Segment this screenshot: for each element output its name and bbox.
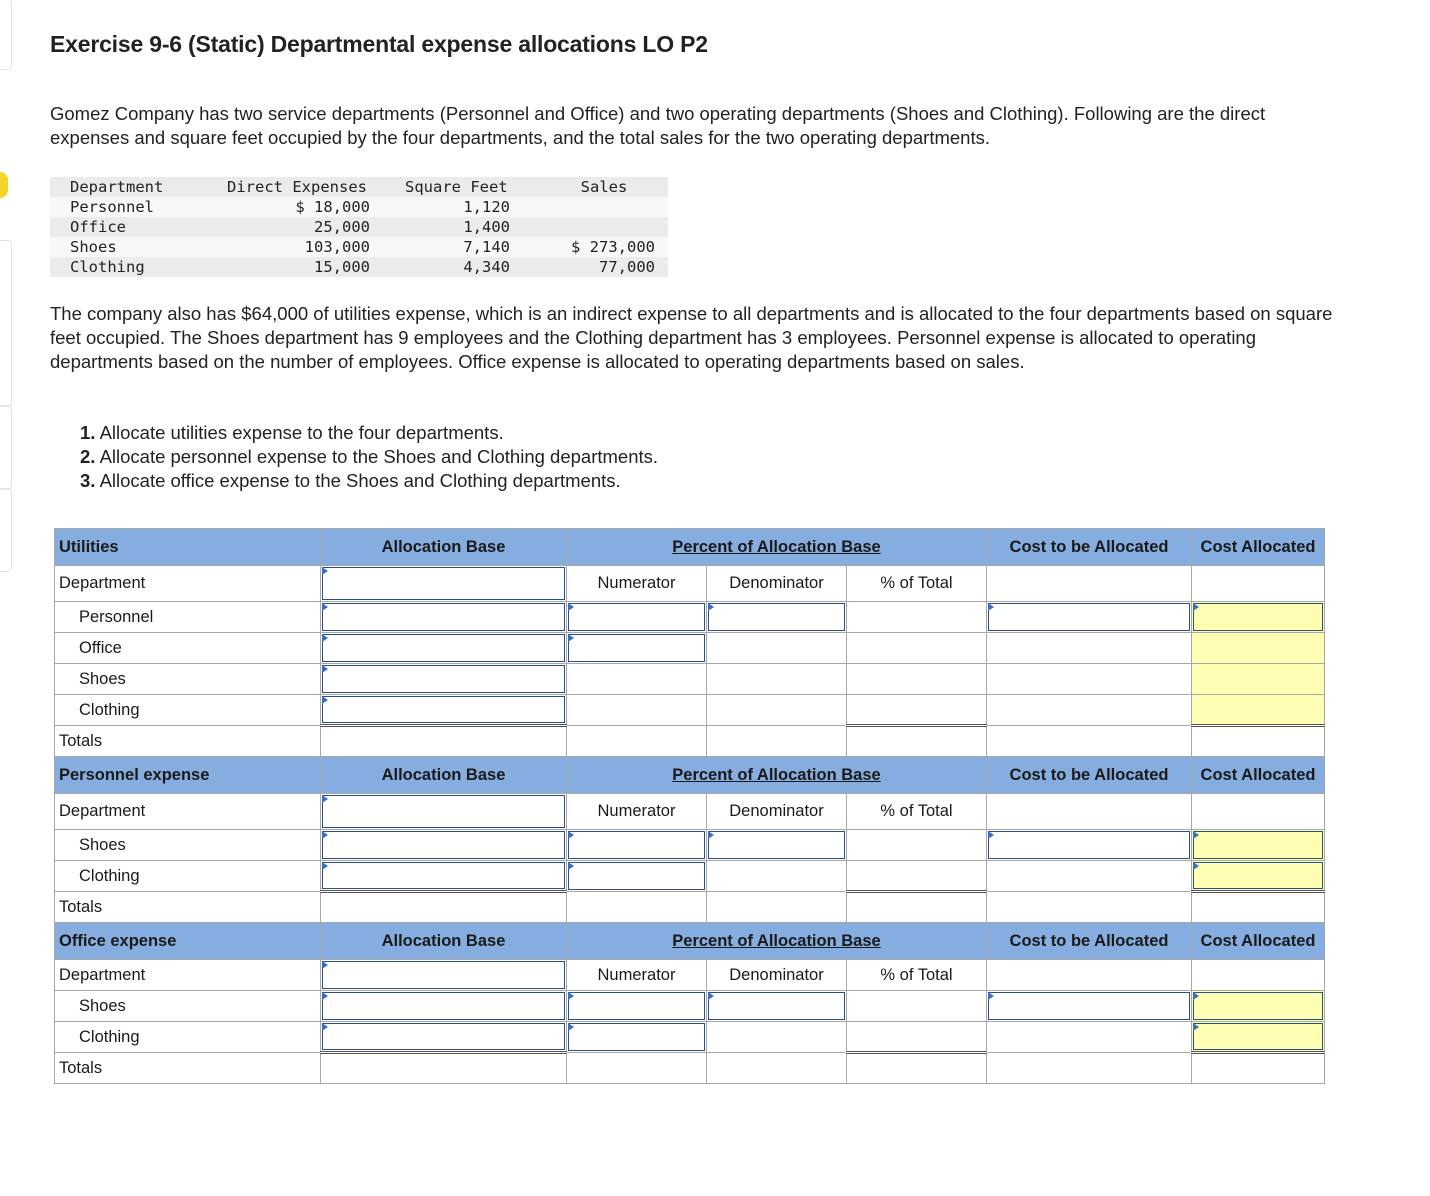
cell xyxy=(321,695,567,726)
cell xyxy=(1192,991,1325,1022)
personnel-clothing-numerator-input[interactable] xyxy=(568,862,705,890)
dept-cell: Personnel xyxy=(50,197,225,217)
cell xyxy=(987,695,1192,726)
personnel-row-shoes xyxy=(55,830,1325,861)
cell xyxy=(987,861,1192,892)
office-allocation-base-input[interactable] xyxy=(322,961,565,989)
cell xyxy=(567,991,707,1022)
utilities-office-cost-allocated[interactable] xyxy=(1192,633,1325,664)
utilities-personnel-cost-allocated-input[interactable] xyxy=(1193,603,1323,631)
cell xyxy=(567,1053,707,1084)
section-title-office: Office expense xyxy=(55,923,321,960)
cell xyxy=(321,960,567,991)
utilities-cost-to-allocate-input[interactable] xyxy=(988,603,1190,631)
office-cost-to-allocate-input[interactable] xyxy=(988,992,1190,1020)
cell xyxy=(987,991,1192,1022)
utilities-clothing-cost-allocated[interactable] xyxy=(1192,695,1325,726)
side-tab-1 xyxy=(0,0,12,70)
row-label: Shoes xyxy=(55,991,321,1022)
dept-cell: 15,000 xyxy=(225,257,405,277)
dept-cell: $ 18,000 xyxy=(225,197,405,217)
header-percent-of-allocation-base: Percent of Allocation Base xyxy=(567,923,987,960)
dept-row-office xyxy=(50,217,668,237)
side-tab-4 xyxy=(0,488,12,572)
cell xyxy=(847,664,987,695)
personnel-shoes-numerator-input[interactable] xyxy=(568,831,705,859)
header-cost-allocated: Cost Allocated xyxy=(1192,923,1325,960)
header-percent-of-allocation-base: Percent of Allocation Base xyxy=(567,529,987,566)
row-label: Office xyxy=(55,633,321,664)
intro-paragraph: Gomez Company has two service departments (Personnel and Office) and two operating departments (Shoes and Clothing). Following are the direct expenses and square feet occupied by the four departments, and the total sales for the two operating departments. xyxy=(50,103,1266,148)
dept-header-direct-expenses: Direct Expenses xyxy=(225,177,405,197)
cell xyxy=(1192,794,1325,830)
utilities-total-cost[interactable] xyxy=(1192,726,1325,757)
header-cost-to-be-allocated: Cost to be Allocated xyxy=(987,529,1192,566)
cell xyxy=(567,664,707,695)
denominator-label: Denominator xyxy=(707,794,847,830)
cell xyxy=(987,960,1192,991)
cell xyxy=(987,794,1192,830)
office-clothing-numerator-input[interactable] xyxy=(568,1023,705,1051)
cell xyxy=(987,726,1192,757)
cell xyxy=(847,830,987,861)
office-shoes-cost-allocated-input[interactable] xyxy=(1193,992,1323,1020)
cell xyxy=(707,991,847,1022)
cell xyxy=(1192,830,1325,861)
dept-table-header xyxy=(50,177,668,197)
dept-header-sales: Sales xyxy=(540,177,668,197)
personnel-department-row xyxy=(55,794,1325,830)
cell xyxy=(987,892,1192,923)
cell xyxy=(987,664,1192,695)
utilities-totals-row xyxy=(55,726,1325,757)
personnel-shoes-base-input[interactable] xyxy=(322,831,565,859)
office-header-row xyxy=(55,923,1325,960)
cell xyxy=(987,1022,1192,1053)
pct-total-label: % of Total xyxy=(847,566,987,602)
cell xyxy=(707,892,847,923)
cell xyxy=(1192,1022,1325,1053)
cell xyxy=(1192,861,1325,892)
pct-total-label: % of Total xyxy=(847,794,987,830)
dept-header-department: Department xyxy=(50,177,225,197)
utilities-denominator-input[interactable] xyxy=(708,603,845,631)
cell xyxy=(707,633,847,664)
cell xyxy=(321,991,567,1022)
dept-row-shoes xyxy=(50,237,668,257)
numerator-label: Numerator xyxy=(567,794,707,830)
row-label: Shoes xyxy=(55,830,321,861)
header-allocation-base: Allocation Base xyxy=(321,529,567,566)
header-cost-allocated: Cost Allocated xyxy=(1192,529,1325,566)
office-total-cost[interactable] xyxy=(1192,1053,1325,1084)
utilities-row-personnel xyxy=(55,602,1325,633)
office-clothing-base-input[interactable] xyxy=(322,1023,565,1050)
task-item: 3. Allocate office expense to the Shoes and Clothing departments. xyxy=(80,470,621,491)
denominator-label: Denominator xyxy=(707,566,847,602)
cell xyxy=(987,633,1192,664)
personnel-shoes-cost-allocated-input[interactable] xyxy=(1193,831,1323,859)
side-tab-3 xyxy=(0,405,12,490)
dept-cell xyxy=(540,197,668,217)
cell xyxy=(707,602,847,633)
department-label: Department xyxy=(55,566,321,602)
cell xyxy=(847,1022,987,1053)
utilities-total-pct[interactable] xyxy=(847,726,987,757)
cell xyxy=(321,830,567,861)
section-title-utilities: Utilities xyxy=(55,529,321,566)
side-tab-2 xyxy=(0,240,12,407)
utilities-allocation-base-input[interactable] xyxy=(322,567,565,600)
dept-row-clothing xyxy=(50,257,668,277)
cell xyxy=(987,1053,1192,1084)
cell xyxy=(567,695,707,726)
dept-cell: Office xyxy=(50,217,225,237)
dept-cell: 25,000 xyxy=(225,217,405,237)
cell xyxy=(567,726,707,757)
dept-cell: 103,000 xyxy=(225,237,405,257)
row-label: Clothing xyxy=(55,1022,321,1053)
personnel-total-pct[interactable] xyxy=(847,892,987,923)
cell xyxy=(707,1022,847,1053)
utilities-office-base-input[interactable] xyxy=(322,634,565,662)
utilities-personnel-numerator-input[interactable] xyxy=(568,603,705,631)
personnel-denominator-input[interactable] xyxy=(708,831,845,859)
office-total-pct[interactable] xyxy=(847,1053,987,1084)
utilities-row-shoes xyxy=(55,664,1325,695)
cell xyxy=(847,695,987,726)
cell xyxy=(847,991,987,1022)
personnel-cost-to-allocate-input[interactable] xyxy=(988,831,1190,859)
cell xyxy=(321,861,567,892)
cell xyxy=(567,1022,707,1053)
office-department-row xyxy=(55,960,1325,991)
header-cost-allocated: Cost Allocated xyxy=(1192,757,1325,794)
personnel-totals-row xyxy=(55,892,1325,923)
office-totals-row xyxy=(55,1053,1325,1084)
dept-header-square-feet: Square Feet xyxy=(405,177,540,197)
office-row-clothing xyxy=(55,1022,1325,1053)
cell xyxy=(987,830,1192,861)
row-label: Clothing xyxy=(55,861,321,892)
office-shoes-base-input[interactable] xyxy=(322,992,565,1020)
utilities-clothing-base-input[interactable] xyxy=(322,696,565,723)
cell xyxy=(707,830,847,861)
personnel-header-row xyxy=(55,757,1325,794)
cell xyxy=(707,664,847,695)
row-label: Clothing xyxy=(55,695,321,726)
cell xyxy=(567,633,707,664)
task-list xyxy=(80,421,658,493)
utilities-shoes-base-input[interactable] xyxy=(322,665,565,693)
dept-cell: 7,140 xyxy=(405,237,540,257)
cell xyxy=(707,1053,847,1084)
department-label: Department xyxy=(55,960,321,991)
numerator-label: Numerator xyxy=(567,960,707,991)
section-title-personnel: Personnel expense xyxy=(55,757,321,794)
allocation-worksheet xyxy=(54,528,1325,1084)
cell xyxy=(1192,566,1325,602)
cell xyxy=(321,602,567,633)
dept-cell: 77,000 xyxy=(540,257,668,277)
dept-cell: 1,400 xyxy=(405,217,540,237)
personnel-allocation-base-input[interactable] xyxy=(322,795,565,828)
department-data-table xyxy=(50,177,668,277)
cell xyxy=(987,602,1192,633)
cell xyxy=(707,695,847,726)
dept-cell: Shoes xyxy=(50,237,225,257)
cell xyxy=(707,861,847,892)
office-shoes-numerator-input[interactable] xyxy=(568,992,705,1020)
denominator-label: Denominator xyxy=(707,960,847,991)
dept-cell: Clothing xyxy=(50,257,225,277)
cell xyxy=(987,566,1192,602)
cell xyxy=(567,861,707,892)
office-row-shoes xyxy=(55,991,1325,1022)
utilities-paragraph: The company also has $64,000 of utilities expense, which is an indirect expense to all departments and is allocated to the four departments based on square feet occupied. The Shoes department has 9 employees and the Clothing department has 3 employees. Personnel expense is allocated to operating departments based on the number of employees. Office expense is allocated to operating departments based on sales. xyxy=(50,303,1333,372)
task-item: 1. Allocate utilities expense to the four departments. xyxy=(80,422,504,443)
utilities-header-row xyxy=(55,529,1325,566)
cell xyxy=(321,794,567,830)
cell xyxy=(567,602,707,633)
utilities-shoes-cost-allocated[interactable] xyxy=(1192,664,1325,695)
task-item: 2. Allocate personnel expense to the Shoes and Clothing departments. xyxy=(80,446,659,467)
numerator-label: Numerator xyxy=(567,566,707,602)
header-cost-to-be-allocated: Cost to be Allocated xyxy=(987,923,1192,960)
office-clothing-cost-allocated-input[interactable] xyxy=(1193,1023,1323,1050)
totals-label: Totals xyxy=(55,892,321,923)
cell xyxy=(1192,960,1325,991)
cell xyxy=(321,566,567,602)
utilities-row-clothing xyxy=(55,695,1325,726)
cell xyxy=(847,861,987,892)
dept-cell: 1,120 xyxy=(405,197,540,217)
totals-label: Totals xyxy=(55,726,321,757)
personnel-clothing-base-input[interactable] xyxy=(322,862,565,889)
header-allocation-base: Allocation Base xyxy=(321,757,567,794)
utilities-total-base[interactable] xyxy=(321,726,567,757)
dept-row-personnel xyxy=(50,197,668,217)
cell xyxy=(321,1022,567,1053)
dept-cell: 4,340 xyxy=(405,257,540,277)
personnel-clothing-cost-allocated-input[interactable] xyxy=(1193,862,1323,889)
personnel-total-base[interactable] xyxy=(321,892,567,923)
utilities-personnel-base-input[interactable] xyxy=(322,603,565,631)
cell xyxy=(847,602,987,633)
page-title: Exercise 9-6 (Static) Departmental expense allocations LO P2 xyxy=(50,31,708,57)
office-total-base[interactable] xyxy=(321,1053,567,1084)
office-denominator-input[interactable] xyxy=(708,992,845,1020)
personnel-total-cost[interactable] xyxy=(1192,892,1325,923)
utilities-row-office xyxy=(55,633,1325,664)
cell xyxy=(321,664,567,695)
pct-total-label: % of Total xyxy=(847,960,987,991)
cell xyxy=(321,633,567,664)
header-cost-to-be-allocated: Cost to be Allocated xyxy=(987,757,1192,794)
dept-cell: $ 273,000 xyxy=(540,237,668,257)
cell xyxy=(847,633,987,664)
header-allocation-base: Allocation Base xyxy=(321,923,567,960)
cell xyxy=(567,892,707,923)
cell xyxy=(707,726,847,757)
department-label: Department xyxy=(55,794,321,830)
cell xyxy=(567,830,707,861)
question-marker-icon[interactable] xyxy=(0,172,8,198)
personnel-row-clothing xyxy=(55,861,1325,892)
utilities-office-numerator-input[interactable] xyxy=(568,634,705,662)
utilities-department-row xyxy=(55,566,1325,602)
totals-label: Totals xyxy=(55,1053,321,1084)
header-percent-of-allocation-base: Percent of Allocation Base xyxy=(567,757,987,794)
row-label: Personnel xyxy=(55,602,321,633)
row-label: Shoes xyxy=(55,664,321,695)
cell xyxy=(1192,602,1325,633)
dept-cell xyxy=(540,217,668,237)
